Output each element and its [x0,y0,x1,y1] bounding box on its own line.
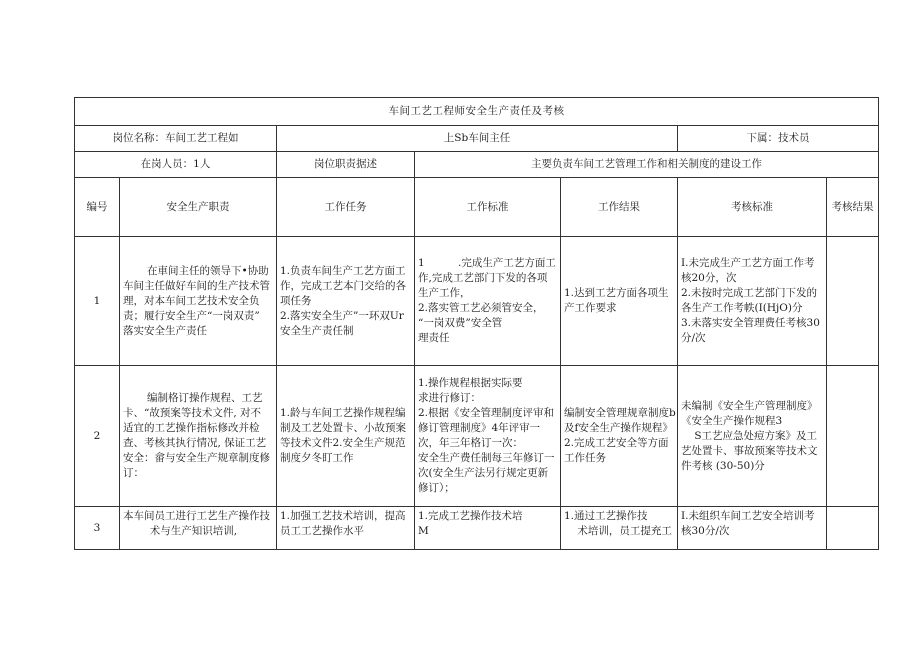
headcount: 在岗人员：1人 [75,152,277,178]
duty-cell: 编制格订操作规程、工艺 卡、“故预案等技术文件, 对不 适宜的工艺操作指标修改并检 查、考核其执行情况, 保证工艺 安全：畲与安全生产规章制度修 订： [120,366,277,507]
table-row [75,366,879,507]
column-header-standard: 工作标准 [415,178,561,237]
result-cell: 1.达到工艺方面各项生 产工作要求 [561,237,678,366]
column-header-no: 编号 [75,178,120,237]
column-header-row [75,178,879,237]
column-header-task: 工作任务 [277,178,415,237]
standard-cell: 1 .完成生产工艺方面工 作,完成工艺部门下发的各项 生产工作， 2.落实管工艺必须管安全， “一岗双费”安全管 理责任 [415,237,561,366]
task-cell: 1.加强工艺技术培训，提高 员工工艺操作水平 [277,507,415,550]
subordinate: 下属：技术员 [678,126,879,152]
position-name: 岗位名称：车间工艺工程如 [75,126,277,152]
duty-summary-label: 岗位职责据述 [277,152,415,178]
duty-summary: 主要负责车间工艺管理工作和相关制度的建设工作 [415,152,879,178]
column-header-duty: 安全生产职责 [120,178,277,237]
assessment-cell: I.未完成生产工艺方面工作考 核20分，次 2.未按时完成工艺部门下发的 各生产工作考帙(I(HjO)分 3.未落实安全管理费任考核30 分/次 [678,237,827,366]
responsibility-table [74,97,879,550]
evaluation-cell [827,366,879,507]
assessment-cell: 未编制《安全生产管理制度》 《安全生产操作规程3 S工艺应急处痘方案》及工 艺处置卡、事故预案等技术文 件考核 (30-50)分 [678,366,827,507]
assessment-sheet [74,97,878,550]
table-row [75,507,879,550]
document-title: 车间工艺工程师安全生产责任及考核 [75,98,879,126]
row-number: 1 [75,237,120,366]
task-cell: 1.龄与车间工艺操作规程编 制及工艺处置卡、小故预案 等技术文件2.安全生产规范 制度夕冬盯工作 [277,366,415,507]
row-number: 3 [75,507,120,550]
result-cell: 编制安全管理规章制度b 及f安全生产操作规程》 2.完成工艺安全等方面 工作任务 [561,366,678,507]
superior: 上Sb车间主任 [277,126,678,152]
column-header-evaluation: 考核结果 [827,178,879,237]
result-cell: 1.通过工艺操作技 术培训，员工提充工 [561,507,678,550]
duty-cell: 在車间主任的领导下•协助 车间主任做好车间的生产技术管 理，对本车间工艺技术安全负 责；履行安全生产“一岗双责” 落实安全生产责任 [120,237,277,366]
table-row [75,237,879,366]
standard-cell: 1.完成工艺操作技术培 M [415,507,561,550]
assessment-cell: I.未组织车间工艺安全培训考 核30分/次 [678,507,827,550]
column-header-result: 工作结果 [561,178,678,237]
duty-cell: 本车间员工进行工艺生产操作技 术与生产知识培训, [120,507,277,550]
evaluation-cell [827,507,879,550]
row-number: 2 [75,366,120,507]
evaluation-cell [827,237,879,366]
column-header-assessment: 考核标准 [678,178,827,237]
standard-cell: 1.操作规程根据实际要 求进行修订： 2.根据《安全管理制度评审和 修订管理制度》4年评审一 次，年三年格订一次： 安全生产费任制每三年修订一 次(安全生产法另行规定更新 修订）； [415,366,561,507]
task-cell: 1.负责车间生产工艺方面工 作，完成工艺本门交给的各 项任务 2.落实安全生产”一环双Ur 安全生产责任制 [277,237,415,366]
